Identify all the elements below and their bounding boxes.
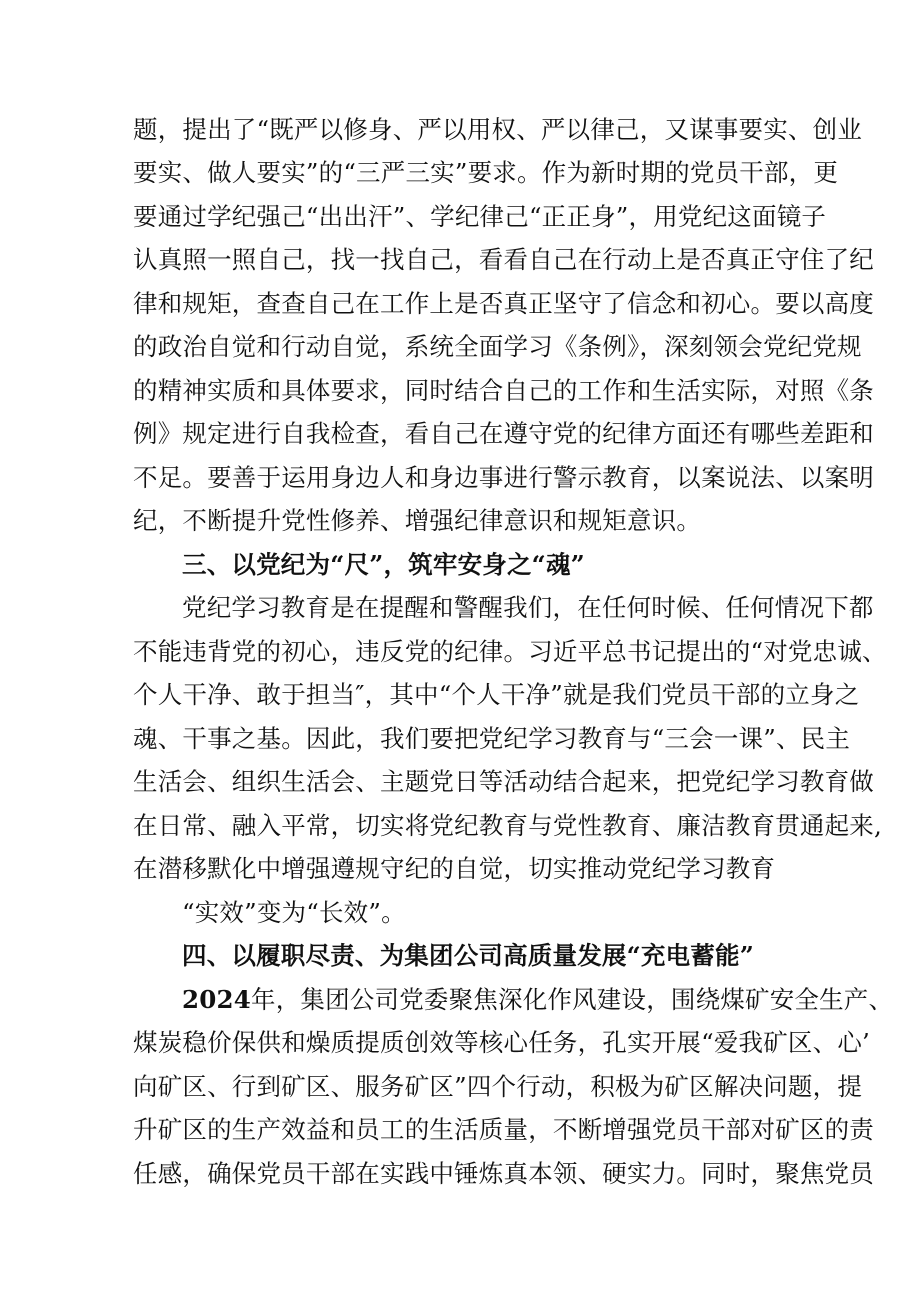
paragraph-line: 任感，确保党员干部在实践中锤炼真本领、硬实力。同时，聚焦党员 [133,1159,874,1188]
paragraph-line: 升矿区的生产效益和员工的生活质量，不断增强党员干部对矿区的责 [133,1115,874,1144]
paragraph-line: 律和规矩，查查自己在工作上是否真正坚守了信念和初心。要以高度 [133,289,874,318]
paragraph-line: 向矿区、行到矿区、服务矿区”四个行动，积极为矿区解决问题，提 [133,1072,863,1101]
paragraph-line: 个人干净、敢于担当″，其中“个人干净”就是我们党员干部的立身之 [133,680,860,709]
paragraph-text: 年，集团公司党委聚焦深化作风建设，围绕煤矿安全生产、 [251,985,894,1014]
paragraph-line: 生活会、组织生活会、主题党日等活动结合起来，把党纪学习教育做 [133,767,874,796]
paragraph-line: 纪，不断提升党性修养、增强纪律意识和规矩意识。 [133,506,702,535]
paragraph-line: 题，提出了“既严以修身、严以用权、严以律己，又谋事要实、创业 [133,115,863,144]
paragraph-line: 的精神实质和具体要求，同时结合自己的工作和生活实际，对照《条 [133,376,874,405]
paragraph-line: 不能违背党的初心，违反党的纪律。习近平总书记提出的“对党忠诚、 [133,637,887,666]
paragraph-line: 煤炭稳价保供和燥质提质创效等核心任务，孔实开展“爱我矿区、心’ [133,1028,871,1057]
paragraph-line: 的政治自觉和行动自觉，系统全面学习《条例》，深刻领会党纪党规 [133,332,862,361]
paragraph-line: “实效”变为“长效”。 [182,898,406,927]
paragraph-line: 不足。要善于运用身边人和身边事进行警示教育，以案说法、以案明 [133,463,874,492]
paragraph-line: 魂、干事之基。因此，我们要把党纪学习教育与“三会一课”、民主 [133,724,851,753]
paragraph-line: 在日常、融入平常，切实将党纪教育与党性教育、廉洁教育贯通起来, [133,811,882,840]
paragraph-line: 在潜移默化中增强遵规守纪的自觉，切实推动党纪学习教育 [133,854,776,883]
year-number: 2024 [182,985,251,1014]
paragraph-line: 党纪学习教育是在提醒和警醒我们，在任何时候、任何情况下都 [182,593,874,622]
paragraph-line: 要实、做人要实”的“三严三实”要求。作为新时期的党员干部，更 [133,158,839,187]
section-heading-3: 三、以党纪为“尺”，筑牢安身之“魂” [182,550,585,579]
paragraph-line: 认真照一照自己，找一找自己，看看自己在行动上是否真正守住了纪 [133,245,874,274]
paragraph-line: 例》规定进行自我检查，看自己在遵守党的纪律方面还有哪些差距和 [133,419,874,448]
section-heading-4: 四、以履职尽责、为集团公司高质量发展“充电蓄能” [182,941,754,970]
paragraph-line [182,983,894,1017]
paragraph-line: 要通过学纪强己“出出汗”、学纪律己“正正身”，用党纪这面镜子 [133,202,827,231]
